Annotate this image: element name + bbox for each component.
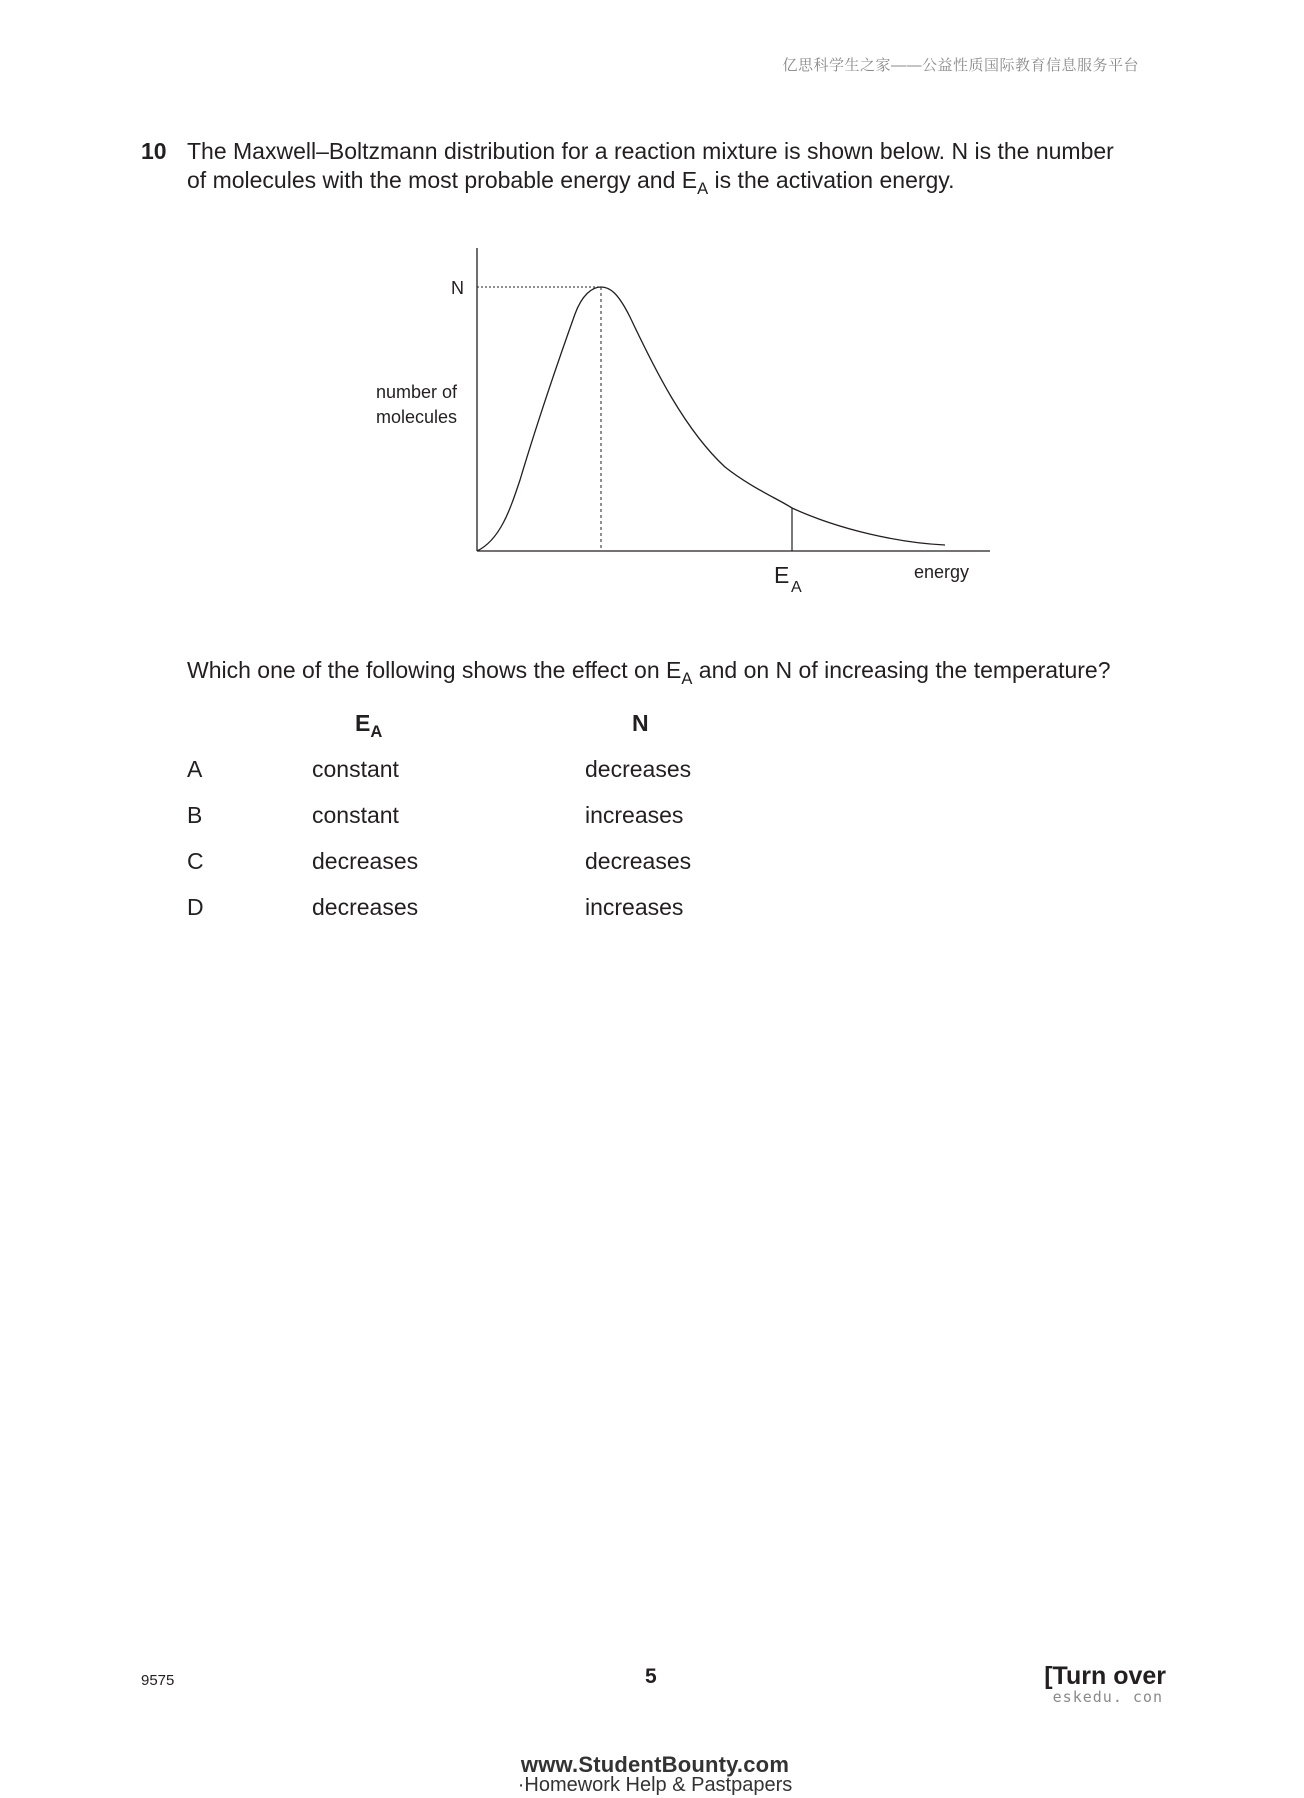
option-c-ea: decreases [312,848,419,874]
ea-label: E [774,562,790,588]
logo-tagline: ·Homework Help & Pastpapers [517,1774,793,1796]
question-line-2: of molecules with the most probable energy and $E_A$ is the activation energy. [187,167,955,198]
studentbounty-logo[interactable] [500,1752,810,1797]
option-c-letter[interactable]: C [187,848,204,874]
option-a-letter[interactable]: A [187,756,203,782]
site-watermark: eskedu. con [1052,1688,1163,1706]
distribution-curve [477,287,945,551]
option-d-ea: decreases [312,894,419,920]
option-b-letter[interactable]: B [187,802,203,828]
maxwell-boltzmann-figure [340,240,1000,600]
turn-over-label: [Turn over [1044,1662,1166,1690]
logo-url: www.StudentBounty.com [520,1752,790,1777]
option-a-n: decreases [585,756,692,782]
page-number: 5 [645,1665,657,1688]
option-b-n: increases [585,802,684,828]
option-c-n: decreases [585,848,692,874]
header-watermark: 亿思科学生之家——公益性质国际教育信息服务平台 [782,57,1139,74]
paper-code: 9575 [141,1672,175,1689]
question-text [187,137,1167,198]
column-header-ea: $E_A$ [355,710,383,741]
x-axis-label: energy [914,562,970,582]
n-label: N [451,278,464,298]
option-b-ea: constant [312,802,399,828]
question-number: 10 [141,138,167,164]
y-axis-label-line-1: number of [375,382,457,402]
distribution-graph [340,240,1000,600]
ea-label-subscript: A [791,579,802,596]
option-a-ea: constant [312,756,399,782]
question-line-1: The Maxwell–Boltzmann distribution for a reaction mixture is shown below. N is the number [187,138,1114,164]
option-d-letter[interactable]: D [187,894,204,920]
y-axis-label-line-2: molecules [375,407,457,427]
question-prompt: Which one of the following shows the effect on $E_A$ and on N of increasing the temperature? [187,657,1111,688]
option-d-n: increases [585,894,684,920]
column-header-n: N [632,710,649,736]
